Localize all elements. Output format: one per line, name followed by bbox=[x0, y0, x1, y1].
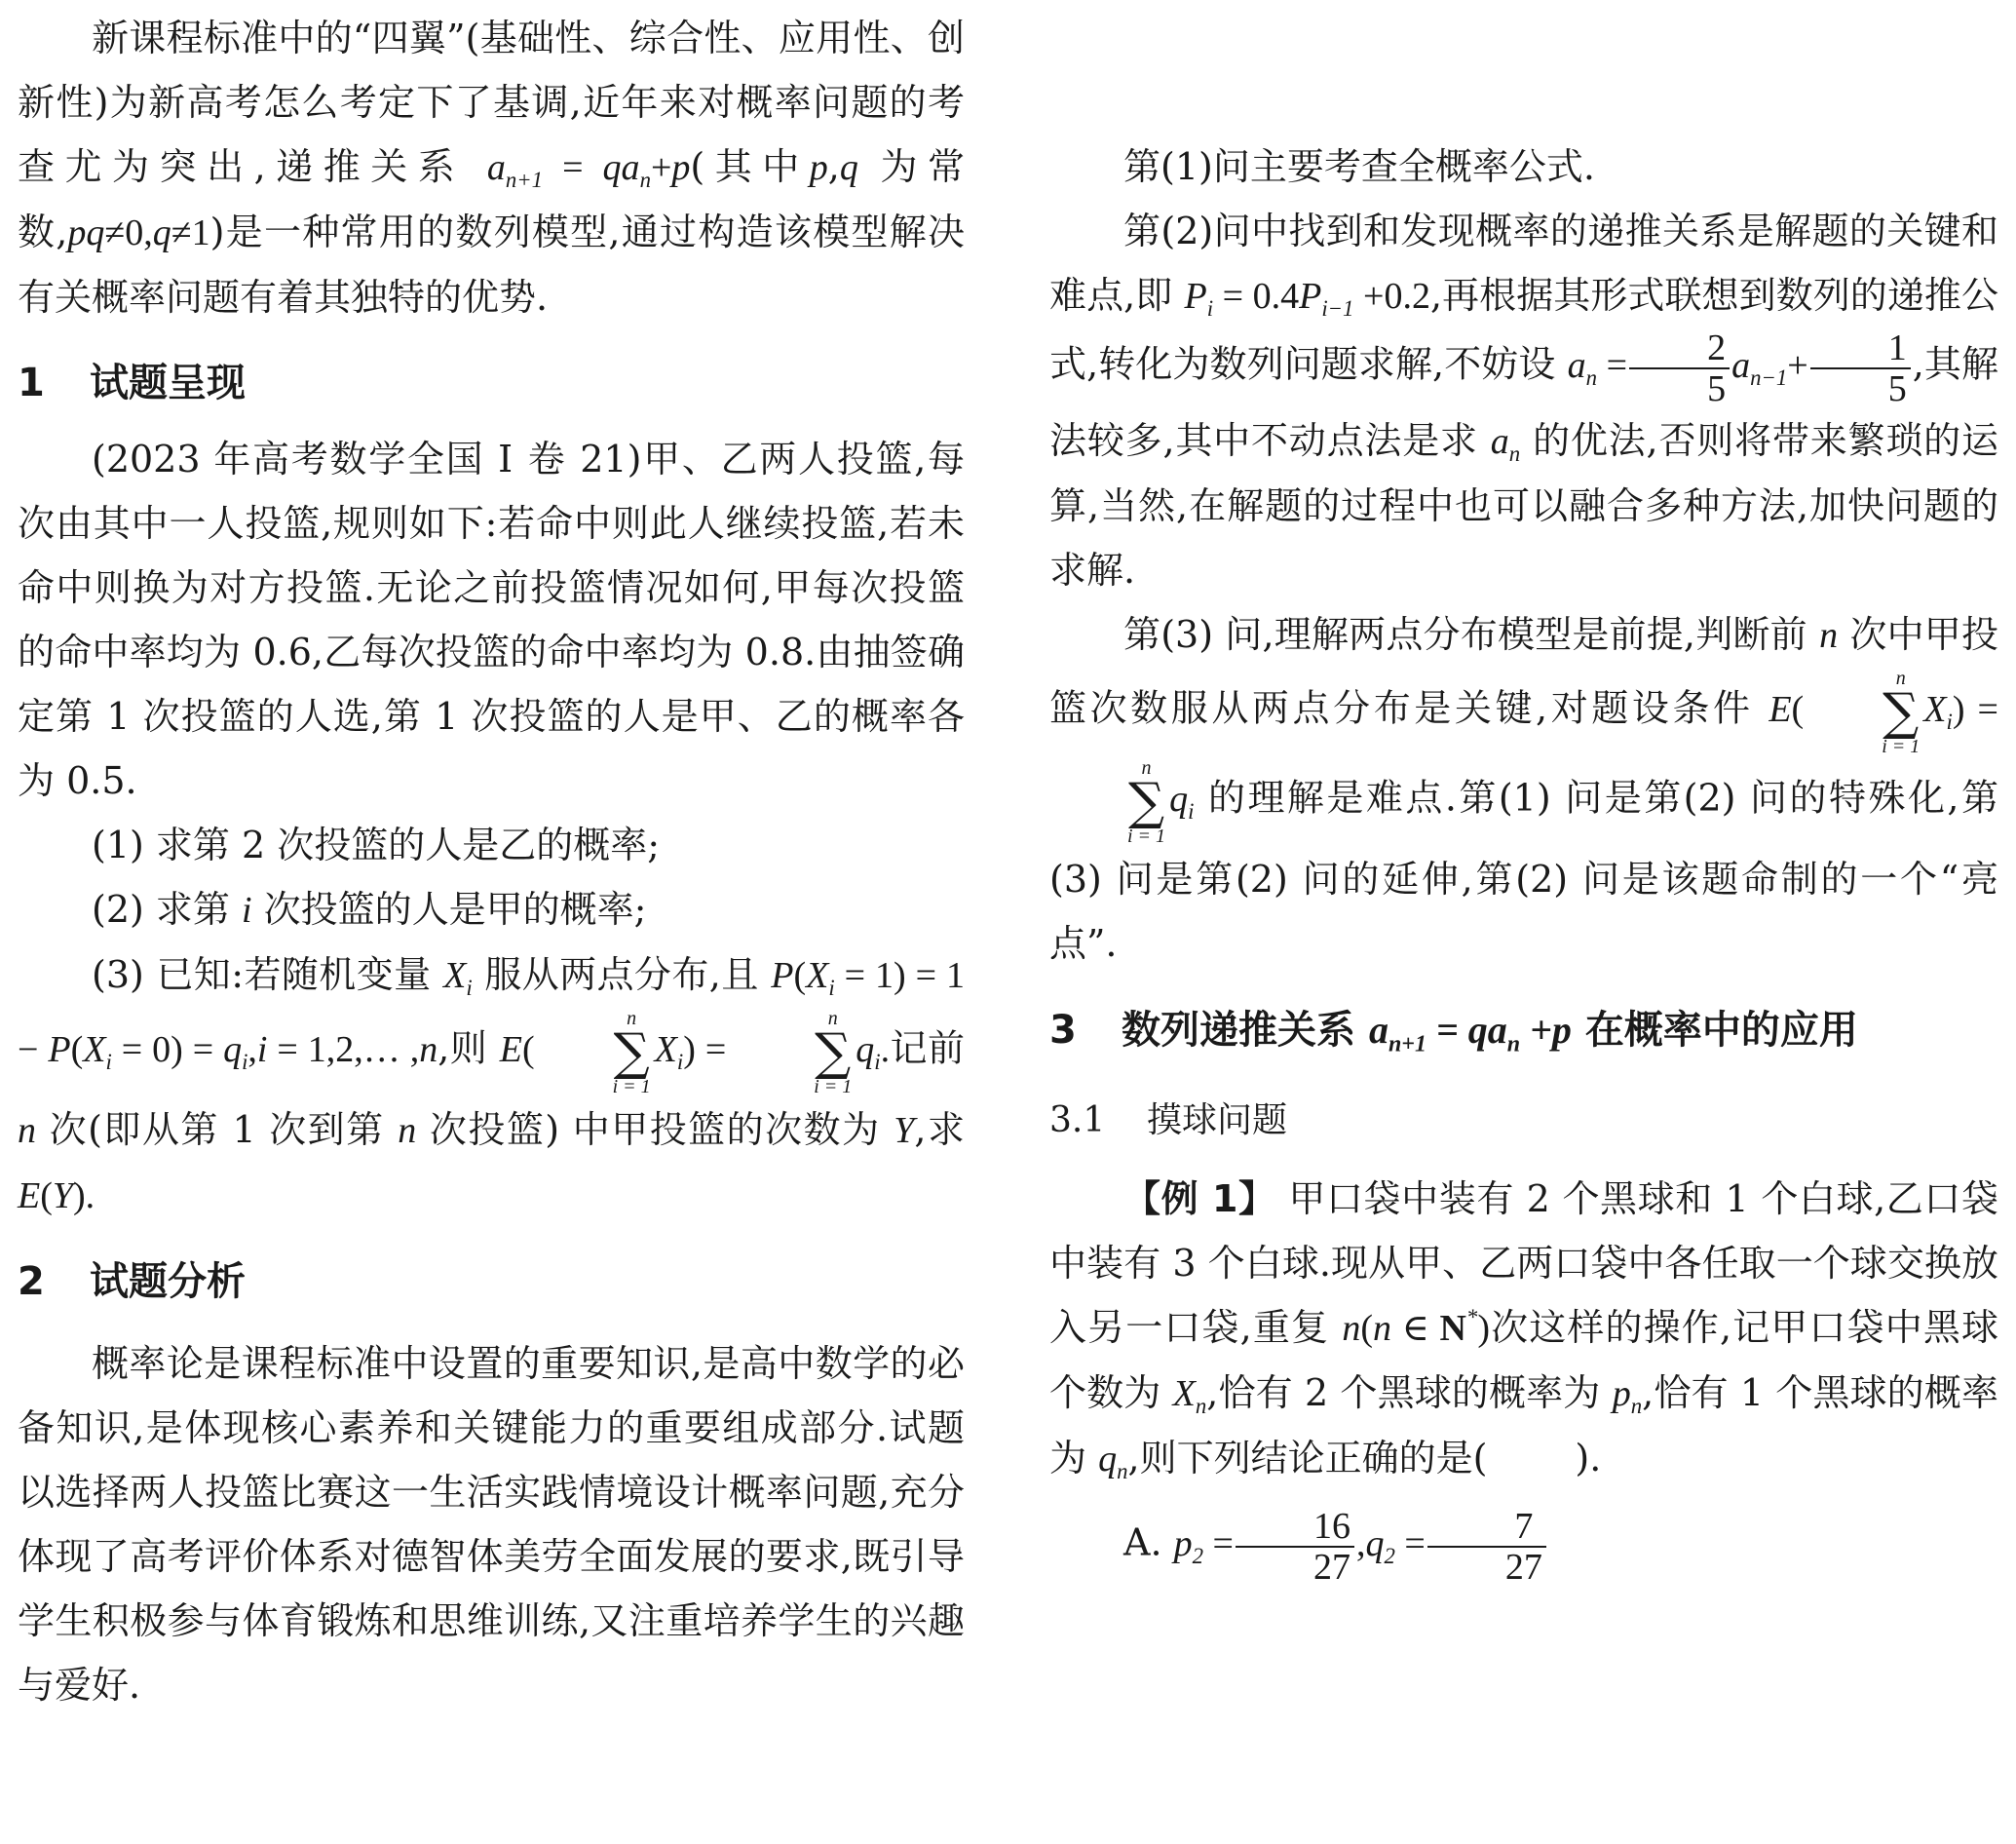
intro-text-3: 为常数, bbox=[18, 145, 966, 253]
analysis-paragraph-3: 第(2)问中找到和发现概率的递推关系是解题的关键和难点,即 $P_i = 0.4P_{i-1} +0.2$,再根据其形式联想到数列的递推公式,转化为数列问题求解,不妨设 $a_n$ = $\frac{2}{5}$ $a_{n-1}+$ $\frac{1}{5}$ ,其解法较多,其中不动点法是求 $a_n$ 的优法,否则将带来繁琐的运算,当然,在解题的过程中也可以融合多种方法,加快问题的求解. bbox=[1049, 210, 1998, 592]
analysis-paragraph-1: 概率论是课程标准中设置的重要知识,是高中数学的必备知识,是体现核心素养和关键能力的重要组成部分.试题以选择两人投篮比赛这一生活实践情境设计概率问题,充分体现了高考评价体系对德智体美劳全面发展的要求,既引导学生积极参与体育锻炼和思维训练,又注重培养学生的兴趣与爱好. bbox=[18, 1342, 965, 1707]
question-2: (2) 求第 i 次投篮的人是甲的概率; bbox=[92, 888, 647, 931]
subsection-3-1-heading bbox=[1049, 1089, 1998, 1153]
recurrence-formula: $a_{n+1} = qa_n+p$ bbox=[486, 147, 691, 192]
question-3: (3) 已知:若随机变量 $X_i$ 服从两点分布,且 $P(X_i = 1) = 1 - P(X_i = 0) = q_i,i$ = 1,2,… ,n,则 E( n ∑ i = 1 $X_i$) = n ∑ i = 1 $q_i$.记前 n 次(即从第 1 次到第 n 次投篮) 中甲投篮的次数为 Y,求 E(Y). bbox=[18, 953, 965, 1216]
intro-text-2: (其中 bbox=[690, 145, 810, 188]
problem-statement: (2023 年高考数学全国 Ⅰ 卷 21)甲、乙两人投篮,每次由其中一人投篮,规则如下:若命中则此人继续投篮,若未命中则换为对方投篮.无论之前投篮情况如何,甲每次投篮的命中率均为 0.6,乙每次投篮的命中率均为 0.8.由抽签确定第 1 次投篮的人选,第 1 次投篮的人是甲、乙的概率各为 0.5. bbox=[18, 438, 965, 802]
intro-paragraph: 新课程标准中的“四翼”(基础性、综合性、应用性、创新性)为新高考怎么考定下了基调,近年来对概率问题的考查尤为突出,递推关系 $a_{n+1} = qa_n+p$(其中p,q 为常数,pq≠0,q≠1)是一种常用的数列模型,通过构造该模型解决有关概率问题有着其独特的优势. bbox=[18, 17, 966, 319]
two-point-distribution-formula: $P(X_i = 1) = 1 - P(X_i = 0) = q_i,i$ = 1,2,… ,n bbox=[18, 955, 965, 1074]
expectation-formula: E( n ∑ i = 1 $X_i$) = n ∑ i = 1 $q_i$. bbox=[499, 1008, 891, 1097]
section-3-title-a: 数列递推关系 bbox=[1122, 1008, 1355, 1053]
section-3-title-b: 在概率中的应用 bbox=[1584, 1008, 1858, 1053]
expectation-condition: E( n ∑ i = 1 $X_i$) = n ∑ i = 1 $q_i$ bbox=[1127, 668, 1998, 847]
section-2-heading bbox=[18, 1249, 965, 1314]
analysis-paragraph-2: 第(1)问主要考查全概率公式. bbox=[1123, 145, 1595, 188]
math-cond: pq≠0,q≠1 bbox=[67, 212, 210, 253]
section-2-title: 试题分析 bbox=[90, 1259, 246, 1304]
intro-text-4: )是一种常用的数列模型,通过构造该模型解决有关概率问题有着其独特的优势. bbox=[18, 211, 965, 319]
intro-text-1: 新课程标准中的“四翼”(基础性、综合性、应用性、创新性)为新高考怎么考定下了基调,近年来对概率问题的考查尤为突出,递推关系 bbox=[18, 17, 965, 188]
left-column bbox=[18, 6, 965, 1717]
sequence-recurrence: $a_n$ = $\frac{2}{5}$ $a_{n-1}+$ $\frac{1}{5}$ bbox=[1568, 345, 1913, 386]
section-1-heading bbox=[18, 351, 965, 415]
section-3-number: 3 bbox=[1049, 1008, 1077, 1053]
section-1-number: 1 bbox=[18, 361, 45, 405]
right-column bbox=[1049, 6, 1998, 1587]
example-1: 【例 1】 甲口袋中装有 2 个黑球和 1 个白球,乙口袋中装有 3 个白球.现从甲、乙两口袋中各任取一个球交换放入另一口袋,重复 n(n ∈ N*)次这样的操作,记甲口袋中黑球个数为 $X_n$,恰有 2 个黑球的概率为 $p_n$,恰有 1 个黑球的概率为 $q_n$,则下列结论正确的是( ). bbox=[1049, 1177, 1998, 1483]
section-2-number: 2 bbox=[18, 1259, 45, 1304]
probability-recurrence: $P_i = 0.4P_{i-1} +0.2$ bbox=[1184, 276, 1430, 321]
math-pq: p bbox=[809, 147, 828, 188]
option-a bbox=[1049, 1507, 1998, 1587]
section-3-formula: $a_{n+1} = qa_n +p$ bbox=[1368, 1008, 1572, 1057]
section-3-heading bbox=[1049, 993, 1998, 1067]
example-label: 【例 1】 bbox=[1123, 1177, 1276, 1220]
question-1: (1) 求第 2 次投篮的人是乙的概率; bbox=[92, 824, 661, 866]
analysis-paragraph-4: 第(3) 问,理解两点分布模型是前提,判断前 n 次中甲投篮次数服从两点分布是关键,对题设条件 E( n ∑ i = 1 $X_i$) = n ∑ i = 1 $q_i$ 的理解是难点.第(1) 问是第(2) 问的特殊化,第(3) 问是第(2) 问的延伸,第(2) 问是该题命制的一个“亮点”. bbox=[1049, 613, 1998, 965]
analysis-continuation-spacer bbox=[1049, 6, 1998, 134]
option-a-label: A. bbox=[1123, 1520, 1162, 1564]
section-1-title: 试题呈现 bbox=[90, 361, 246, 405]
option-a-formula: $p_2$ = $\frac{16}{27}$ $,q_2$ = $\frac{7}{27}$ bbox=[1174, 1523, 1548, 1564]
subsection-title: 摸球问题 bbox=[1147, 1100, 1288, 1140]
subsection-number: 3.1 bbox=[1049, 1100, 1106, 1140]
